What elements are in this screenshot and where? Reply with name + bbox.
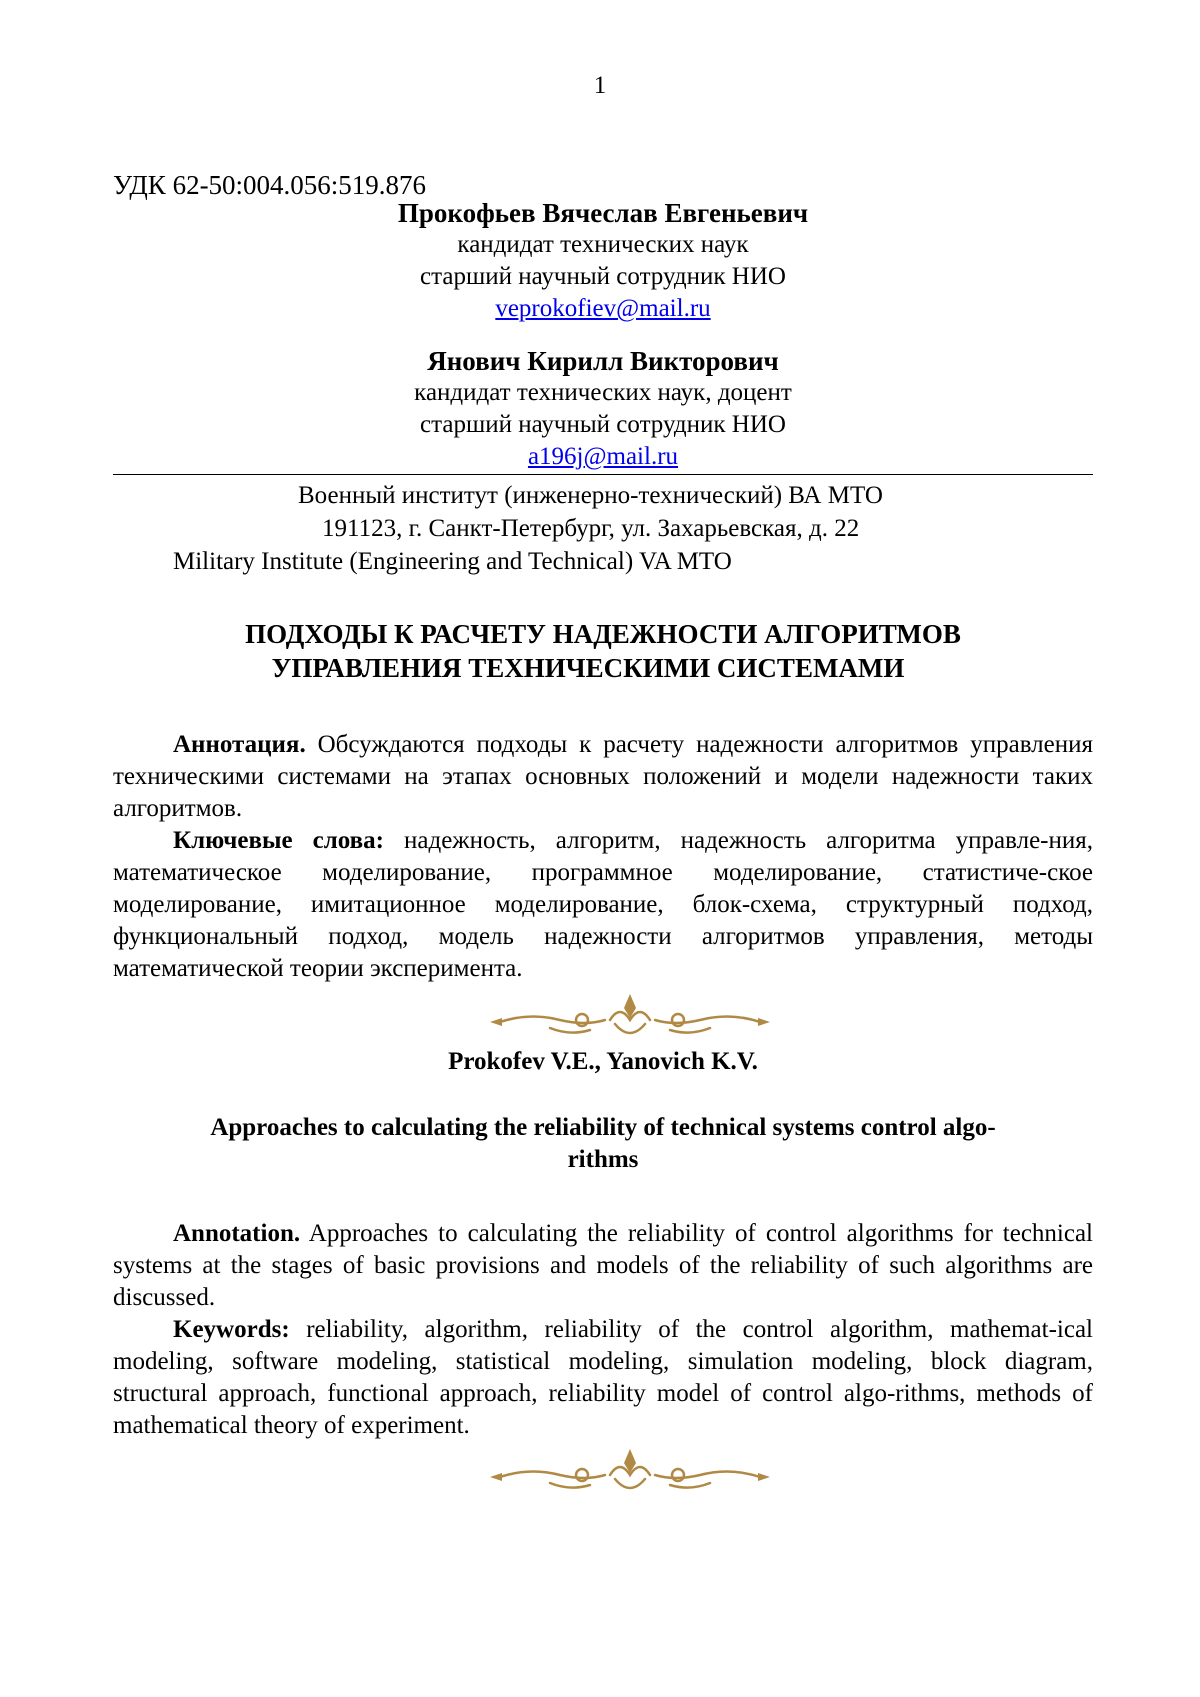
author-2 — [113, 345, 1093, 473]
author-2-position: старший научный сотрудник НИО — [420, 411, 786, 438]
header-divider — [113, 474, 1093, 475]
author-1 — [113, 197, 1093, 325]
abstract-ru-text: Обсуждаются подходы к расчету надежности алгоритмов управления техническими системами на этапах основных положений и модели надежности таких алгоритмов. — [113, 731, 1093, 822]
author-1-degree: кандидат технических наук — [457, 231, 749, 258]
abstract-en-text: Approaches to calculating the reliability of control algorithms for technical systems at the stages of basic provisions and models of the reliability of such algorithms are discussed. — [113, 1220, 1093, 1311]
keywords-ru-text: надежность, алгоритм, надежность алгоритма управле-ния, математическое моделирование, программное моделирование, статистиче-ское моделирование, имитационное моделирование, блок-схема, структурный подход, функциональный подход, модель надежности алгоритмов управления, методы математической теории эксперимента. — [113, 827, 1093, 982]
author-1-name: Прокофьев Вячеслав Евгеньевич — [397, 198, 809, 228]
title-ru-line-2: УПРАВЛЕНИЯ ТЕХНИЧЕСКИМИ СИСТЕМАМИ — [271, 653, 905, 683]
authors-en: Prokofev V.E., Yanovich K.V. — [448, 1048, 758, 1075]
keywords-en-label: Keywords: — [173, 1316, 290, 1343]
paper-title-ru — [113, 617, 1093, 685]
abstract-ru-label: Аннотация. — [173, 731, 306, 758]
abstract-en — [113, 1218, 1093, 1314]
paper-title-en — [113, 1112, 1093, 1176]
abstract-ru — [113, 729, 1093, 825]
author-2-email-link[interactable]: a196j@mail.ru — [527, 443, 679, 470]
author-2-name: Янович Кирилл Викторович — [427, 346, 779, 376]
title-ru-line-1: ПОДХОДЫ К РАСЧЕТУ НАДЕЖНОСТИ АЛГОРИТМОВ — [245, 619, 961, 649]
affiliation-institute-en: Military Institute (Engineering and Technical) VA MTO — [173, 548, 732, 575]
keywords-ru — [113, 825, 1093, 985]
author-2-degree: кандидат технических наук, доцент — [414, 379, 792, 406]
title-en-line-2: rithms — [567, 1146, 639, 1173]
ornament-divider-icon — [490, 990, 770, 1050]
udk-code: УДК 62-50:004.056:519.876 — [113, 170, 427, 200]
ornament-divider-bottom-icon — [490, 1445, 770, 1505]
page-number: 1 — [593, 72, 607, 99]
author-1-position: старший научный сотрудник НИО — [420, 263, 786, 290]
keywords-en — [113, 1314, 1093, 1442]
affiliation-institute-ru: Военный институт (инженерно-технический) ВА МТО — [298, 482, 883, 509]
abstract-en-label: Annotation. — [173, 1220, 301, 1247]
keywords-ru-label: Ключевые слова: — [173, 827, 384, 854]
keywords-en-text: reliability, algorithm, reliability of the control algorithm, mathemat-ical modeling, software modeling, statistical modeling, simulation modeling, block diagram, structural approach, functional approach, reliability model of control algo-rithms, methods of mathematical theory of experiment. — [113, 1316, 1093, 1439]
title-en-line-1: Approaches to calculating the reliability of technical systems control algo- — [210, 1114, 996, 1141]
author-1-email-link[interactable]: veprokofiev@mail.ru — [495, 295, 711, 322]
affiliation-address-ru: 191123, г. Санкт-Петербург, ул. Захарьевская, д. 22 — [322, 515, 860, 542]
